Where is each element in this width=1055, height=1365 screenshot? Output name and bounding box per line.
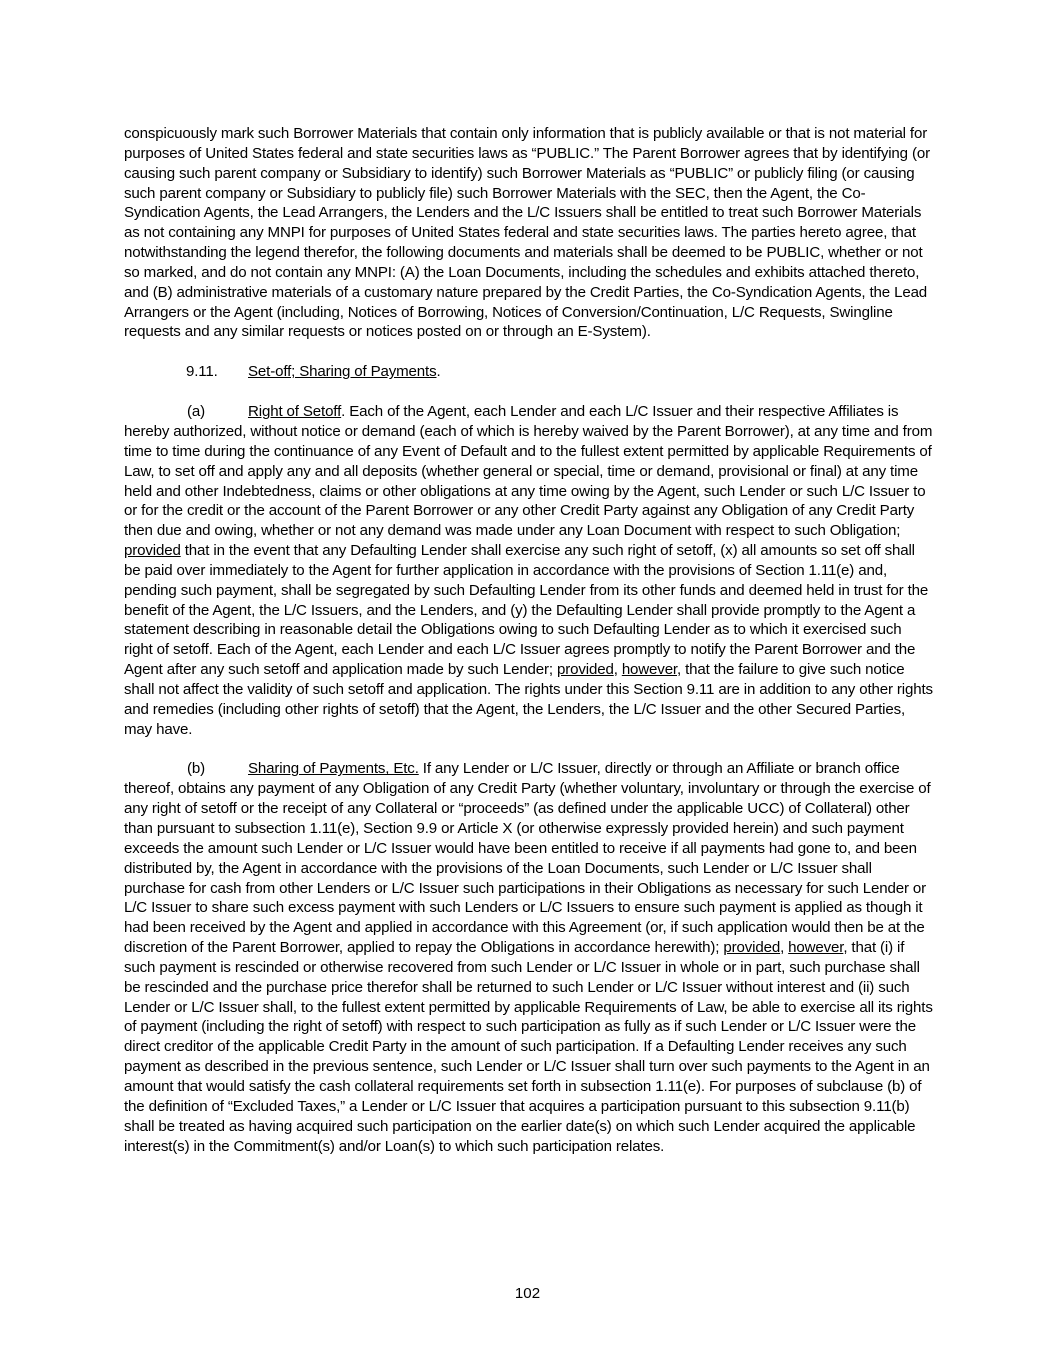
paragraph-b-label: (b) <box>187 760 205 778</box>
paragraph-b-text-3: , that (i) if such payment is rescinded or otherwise recovered from such Lender or L/C Issuer in whole or in part, such purchase shall be rescinded and the purchase price therefor shall be returned to such Lender or L/C Issuer without interest and (ii) such Lender or L/C Issuer shall, to the fullest extent permitted by applicable Requirements of Law, be able to exercise all its rights of payment (including the right of setoff) with respect to such participation as fully as if such Lender or L/C Issuer were the direct creditor of the applicable Credit Party in the amount of such participation. If a Defaulting Lender receives any such payment as described in the previous sentence, such Lender or L/C Issuer shall turn over such payments to the Agent in an amount that would satisfy the cash collateral requirements set forth in subsection 1.11(e). For purposes of subclause (b) of the definition of “Excluded Taxes,” a Lender or L/C Issuer that acquires a participation pursuant to this subsection 9.11(b) shall be treated as having acquired such participation on the earlier date(s) on which such Lender acquired the applicable interest(s) in the Commitment(s) and/or Loan(s) to which such participation relates. <box>124 939 933 1155</box>
paragraph-a-text-4: , that the failure to give such notice shall not affect the validity of such setoff and application. The rights under this Section 9.11 are in addition to any other rights and remedies (including other rights of setoff) that the Agent, the Lenders, the L/C Issuer and the other Secured Parties, may have. <box>124 661 933 738</box>
paragraph-a-text-3: , <box>613 661 622 679</box>
paragraph-b-text-1: If any Lender or L/C Issuer, directly or through an Affiliate or branch office thereof, obtains any payment of any Obligation of any Credit Party (whether voluntary, involuntary or through the exercise of any right of setoff or the receipt of any Collateral or “proceeds” (as defined under the applicable UCC) of Collateral) other than pursuant to subsection 1.11(e), Section 9.9 or Article X (or otherwise expressly provided herein) and such payment exceeds the amount such Lender or L/C Issuer would have been entitled to receive if all payments had gone to, and been distributed by, the Agent in accordance with the provisions of the Loan Documents, such Lender or L/C Issuer shall purchase for cash from other Lenders or L/C Issuer such participations in their Obligations as necessary for such Lender or L/C Issuer to share such excess payment with such Lenders or L/C Issuers to ensure such payment is applied as though it had been received by the Agent and applied in accordance with this Agreement (or, if such application would then be at the discretion of the Parent Borrower, applied to repay the Obligations in accordance herewith); <box>124 760 931 957</box>
provided-term: provided <box>557 661 614 679</box>
provided-term: provided <box>124 542 181 560</box>
section-heading <box>124 362 934 382</box>
intro-paragraph: conspicuously mark such Borrower Materials that contain only information that is publicly available or that is not material for purposes of United States federal and state securities laws as “PUBLIC.” The Parent Borrower agrees that by identifying (or causing such parent company or Subsidiary to identify) such Borrower Materials as “PUBLIC” or publicly filing (or causing such parent company or Subsidiary to publicly file) such Borrower Materials with the SEC, then the Agent, the Co-Syndication Agents, the Lead Arrangers, the Lenders and the L/C Issuers shall be entitled to treat such Borrower Materials as not containing any MNPI for purposes of United States federal and state securities laws. The parties hereto agree, that notwithstanding the legend therefor, the following documents and materials shall be deemed to be PUBLIC, whether or not so marked, and do not contain any MNPI: (A) the Loan Documents, including the schedules and exhibits attached thereto, and (B) administrative materials of a customary nature prepared by the Credit Parties, the Co-Syndication Agents, the Lead Arrangers or the Agent (including, Notices of Borrowing, Notices of Conversion/Continuation, L/C Requests, Swingline requests and any similar requests or notices posted on or through an E-System). <box>124 125 930 341</box>
paragraph-a-text-2: that in the event that any Defaulting Lender shall exercise any such right of setoff, (x) all amounts so set off shall be paid over immediately to the Agent for further application in accordance with the provisions of Section 1.11(e) and, pending such payment, shall be segregated by such Defaulting Lender from its other funds and deemed held in trust for the benefit of the Agent, the L/C Issuers, and the Lenders, and (y) the Defaulting Lender shall provide promptly to the Agent a statement describing in reasonable detail the Obligations owing to such Defaulting Lender as to which it exercised such right of setoff. Each of the Agent, each Lender and each L/C Issuer agrees promptly to notify the Parent Borrower and the Agent after any such setoff and application made by such Lender; <box>124 542 929 679</box>
paragraph-b-title: Sharing of Payments, Etc. <box>248 760 419 778</box>
paragraph-b-text-2: , <box>780 939 789 957</box>
however-term: however <box>788 939 844 957</box>
document-page <box>124 124 934 1156</box>
section-title-end: . <box>436 363 441 381</box>
section-number: 9.11. <box>186 363 218 381</box>
page-number: 102 <box>514 1285 541 1302</box>
spacer <box>124 382 934 402</box>
spacer <box>124 342 934 362</box>
paragraph-b <box>124 759 934 1156</box>
provided-term: provided <box>723 939 781 957</box>
section-title: Set-off; Sharing of Payments <box>248 363 437 381</box>
paragraph-a <box>124 402 934 739</box>
however-term: however <box>621 661 677 679</box>
paragraph-a-label: (a) <box>187 403 205 421</box>
spacer <box>124 739 934 759</box>
paragraph-a-title: Right of Setoff <box>248 403 342 421</box>
paragraph-a-text-1: . Each of the Agent, each Lender and each L/C Issuer and their respective Affiliates is hereby authorized, without notice or demand (each of which is hereby waived by the Parent Borrower), at any time and from time to time during the continuance of any Event of Default and to the fullest extent permitted by applicable Requirements of Law, to set off and apply any and all deposits (whether general or special, time or demand, provisional or final) at any time held and other Indebtedness, claims or other obligations at any time owing by the Agent, such Lender or such L/C Issuer to or for the credit or the account of the Parent Borrower or any other Credit Party against any Obligation of any Credit Party then due and owing, whether or not any demand was made under any Loan Document with respect to such Obligation; <box>124 403 933 540</box>
